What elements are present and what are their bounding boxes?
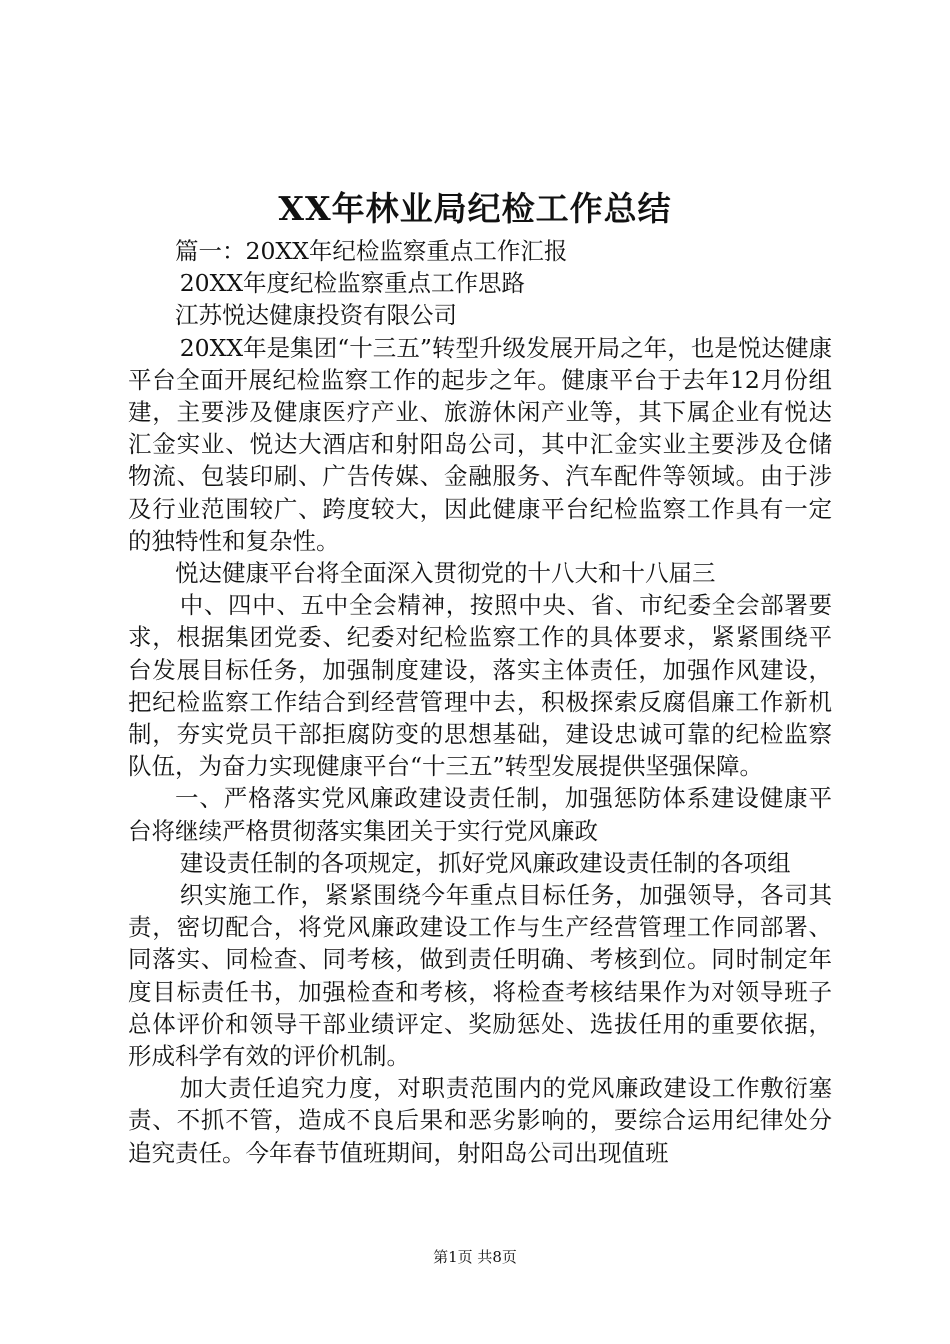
paragraph-company: 江苏悦达健康投资有限公司	[175, 301, 457, 330]
paragraph-heading-1: 篇一：20XX年纪检监察重点工作汇报	[175, 237, 568, 265]
paragraph-implementation: 织实施工作，紧紧围绕今年重点目标任务，加强领导，各司其责，密切配合，将党风廉政建设工作与生产经营管理工作同部署、同落实、同检查、同考核，做到责任明确、考核到位。同时制定年度目标责任书，加强检查和考核，将检查考核结果作为对领导班子总体评价和领导干部业绩评定、奖励惩处、选拔任用的重要依据，形成科学有效的评价机制。	[128, 881, 832, 1071]
paragraph-section-1: 一、严格落实党风廉政建设责任制，加强惩防体系建设健康平台将继续严格贯彻落实集团关于实行党风廉政	[128, 784, 832, 845]
paragraph-plan-body: 中、四中、五中全会精神，按照中央、省、市纪委全会部署要求，根据集团党委、纪委对纪检监察工作的具体要求，紧紧围绕平台发展目标任务，加强制度建设，落实主体责任，加强作风建设，把纪检监察工作结合到经营管理中去，积极探索反腐倡廉工作新机制，夯实党员干部拒腐防变的思想基础，建设忠诚可靠的纪检监察队伍，为奋力实现健康平台“十三五”转型发展提供坚强保障。	[128, 591, 832, 781]
paragraph-plan-start: 悦达健康平台将全面深入贯彻党的十八大和十八届三	[175, 559, 716, 588]
page-footer: 第1页 共8页	[433, 1248, 517, 1266]
paragraph-intro: 20XX年是集团“十三五”转型升级发展开局之年，也是悦达健康平台全面开展纪检监察工作的起步之年。健康平台于去年12月份组建，主要涉及健康医疗产业、旅游休闲产业等，其下属企业有悦达汇金实业、悦达大酒店和射阳岛公司，其中汇金实业主要涉及仓储物流、包装印刷、广告传媒、金融服务、汽车配件等领域。由于涉及行业范围较广、跨度较大，因此健康平台纪检监察工作具有一定的独特性和复杂性。	[128, 333, 832, 555]
document-title: XX年林业局纪检工作总结	[278, 189, 672, 228]
paragraph-responsibility: 建设责任制的各项规定，抓好党风廉政建设责任制的各项组	[179, 848, 791, 877]
document-body	[128, 235, 832, 1169]
paragraph-accountability: 加大责任追究力度，对职责范围内的党风廉政建设工作敷衍塞责、不抓不管，造成不良后果和恶劣影响的，要综合运用纪律处分追究责任。今年春节值班期间，射阳岛公司出现值班	[128, 1074, 832, 1167]
paragraph-heading-2: 20XX年度纪检监察重点工作思路	[179, 269, 526, 298]
